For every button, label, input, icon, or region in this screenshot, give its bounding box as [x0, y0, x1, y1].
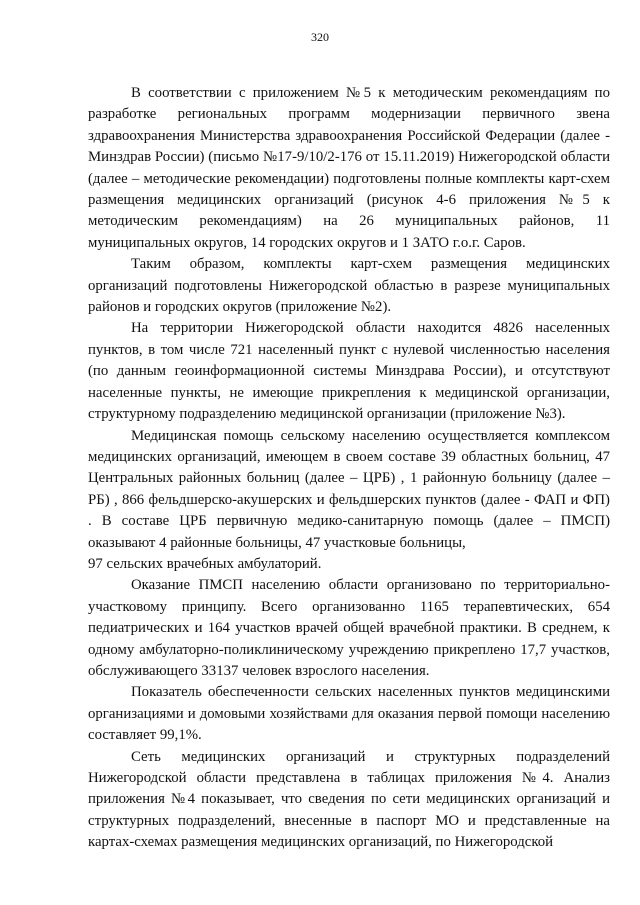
paragraph-coverage-indicator: Показатель обеспеченности сельских населенных пунктов медицинскими организациями и домовыми хозяйствами для оказания первой помощи населению составляет 99,1%.	[88, 684, 610, 744]
page-number: 320	[311, 30, 329, 44]
paragraph-network-analysis: Сеть медицинских организаций и структурных подразделений Нижегородской области представлена в таблицах приложения №4. Анализ приложения №4 показывает, что сведения по сети медицинских организаций и структурных подразделений, внесенные в паспорт МО и представленные на картах-схемах размещения медицинских организаций, по Нижегородской	[88, 748, 610, 851]
paragraph-pmsp-districts: Оказание ПМСП населению области организовано по территориально-участковому принципу. Всего организованно 1165 терапевтических, 654 педиатрических и 164 участков врачей общей врачебной практики. В среднем, к одному амбулаторно-поликлиническому учреждению прикреплено 17,7 участков, обслуживающего 33137 человек взрослого населения.	[88, 577, 610, 679]
document-body	[88, 83, 610, 854]
paragraph-rural-care: Медицинская помощь сельскому населению осуществляется комплексом медицинских организаций, имеющем в своем составе 39 областных больниц, 47 Центральных районных больниц (далее – ЦРБ) , 1 районную больницу (далее – РБ) , 866 фельдшерско-акушерских и фельдшерских пунктов (далее - ФАП и ФП) . В составе ЦРБ первичную медико-санитарную помощь (далее – ПМСП) оказывают 4 районные больницы, 47 участковые больницы,	[88, 427, 610, 551]
paragraph-settlements: На территории Нижегородской области находится 4826 населенных пунктов, в том числе 721 населенный пункт с нулевой численностью населения (по данным геоинформационной системы Минздрава России), и отсутствуют населенные пункты, не имеющие прикрепления к медицинской организации, структурному подразделению медицинской организации (приложение №3).	[88, 320, 610, 423]
paragraph-ambulatories: 97 сельских врачебных амбулаторий.	[88, 555, 322, 572]
paragraph-map-sets: Таким образом, комплекты карт-схем размещения медицинских организаций подготовлены Нижегородской областью в разрезе муниципальных районов и городских округов (приложение №2).	[88, 256, 610, 316]
paragraph-methodical-recommendations: В соответствии с приложением №5 к методическим рекомендациям по разработке региональных программ модернизации первичного звена здравоохранения Министерства здравоохранения Российской Федерации (далее - Минздрав России) (письмо №17-9/10/2-176 от 15.11.2019) Нижегородской области (далее – методические рекомендации) подготовлены полные комплекты карт-схем размещения медицинских организаций (рисунок 4-6 приложения №5 к методическим рекомендациям) на 26 муниципальных районов, 11 муниципальных округов, 14 городских округов и 1 ЗАТО г.о.г. Саров.	[88, 85, 610, 251]
